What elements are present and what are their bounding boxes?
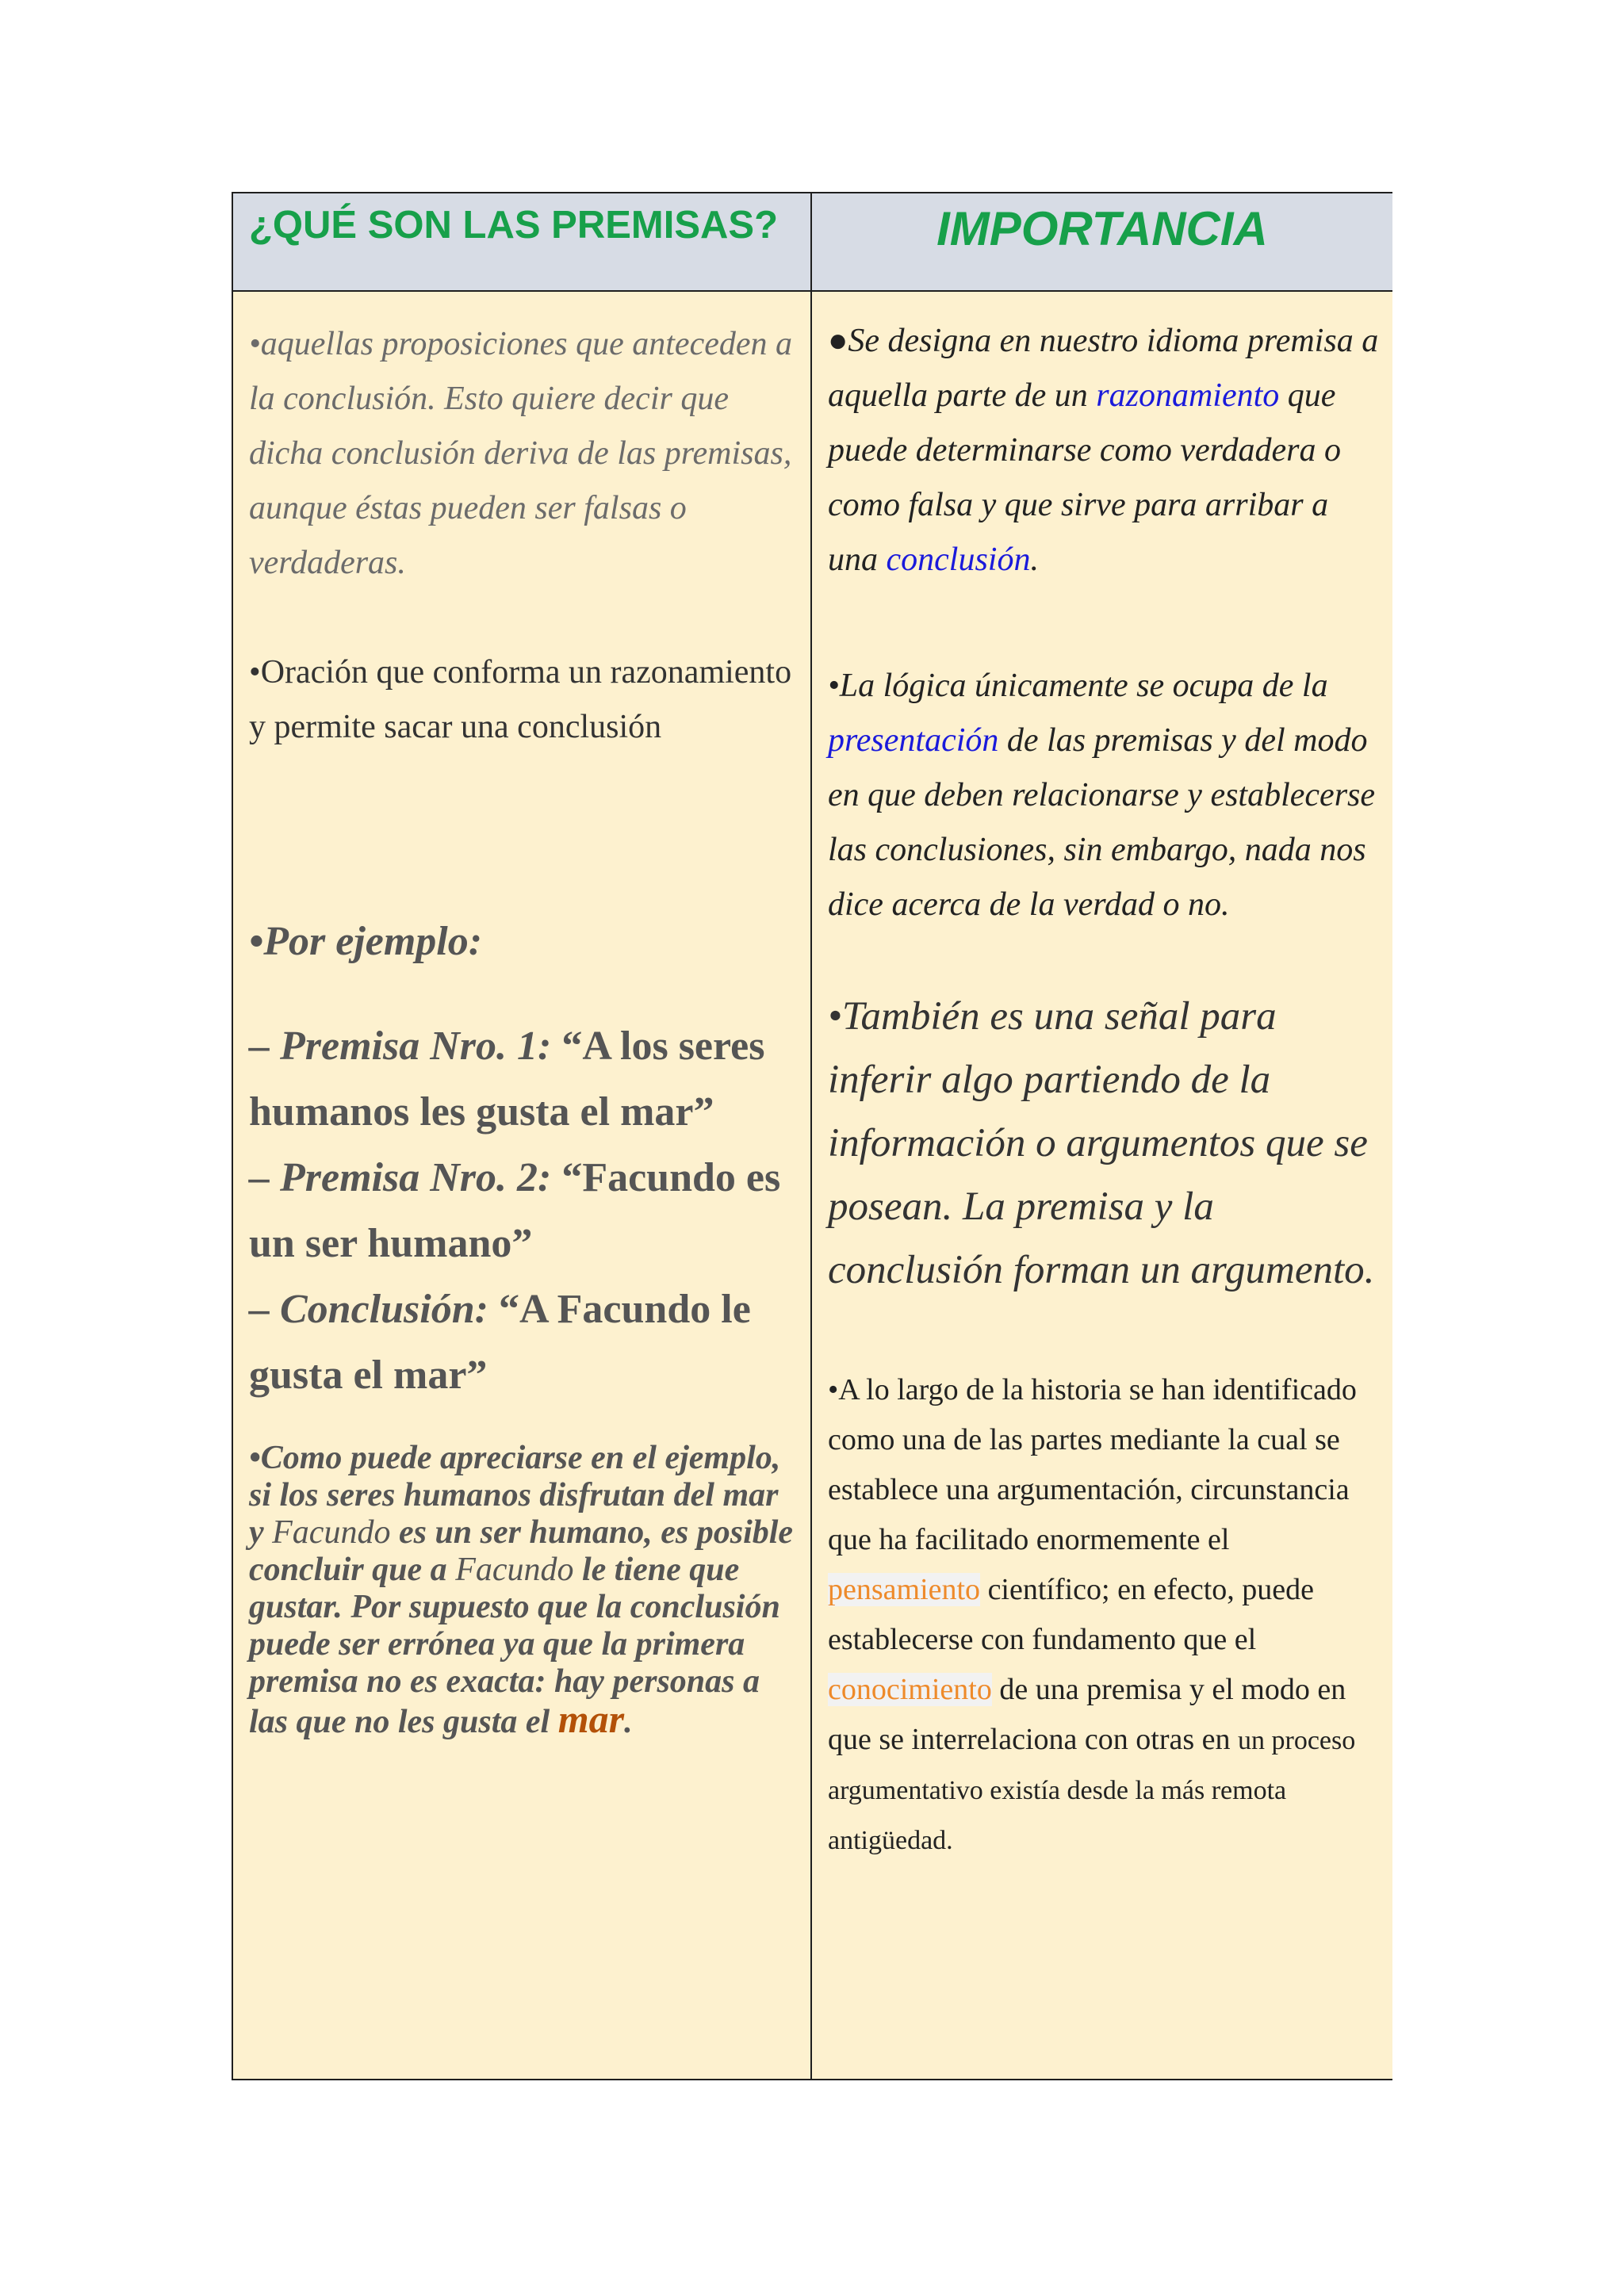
conclusion-label: – Conclusión: bbox=[249, 1287, 488, 1332]
header-importancia: IMPORTANCIA bbox=[812, 193, 1392, 292]
header-premisas: ¿QUÉ SON LAS PREMISAS? bbox=[233, 193, 812, 292]
importance-1-b: que puede determinarse como verdadera o como falsa y que sirve para arribar a una bbox=[828, 377, 1341, 578]
definition-2: •Oración que conforma un razonamiento y permite sacar una conclusión bbox=[249, 654, 792, 745]
importance-4 bbox=[828, 1365, 1385, 1865]
importance-2 bbox=[828, 659, 1385, 932]
note-part-a: •Como puede apreciarse en el ejemplo, si los seres humanos disfrutan del mar y bbox=[249, 1440, 781, 1551]
importance-4-c: de una premisa y el modo en que se interrelaciona con otras en bbox=[828, 1673, 1346, 1756]
importance-1-end: . bbox=[1030, 541, 1039, 578]
note-facundo-1: Facundo bbox=[272, 1514, 391, 1551]
note-mar: mar bbox=[557, 1697, 625, 1741]
link-razonamiento[interactable]: razonamiento bbox=[1096, 377, 1280, 414]
note-part-c: le tiene que gustar. Por supuesto que la conclusión puede ser errónea ya que la primera premisa no es exacta: hay personas a las que no les gusta el bbox=[249, 1552, 780, 1740]
premise-1-text: “A los seres humanos les gusta el mar” bbox=[249, 1024, 765, 1135]
link-conclusion[interactable]: conclusión bbox=[886, 541, 1031, 578]
importance-2-a: •La lógica únicamente se ocupa de la bbox=[828, 668, 1328, 704]
conclusion-text: “A Facundo le gusta el mar” bbox=[249, 1287, 751, 1398]
importancia-column bbox=[812, 292, 1392, 2079]
premise-2-text: “Facundo es un ser humano” bbox=[249, 1155, 781, 1266]
definition-1: •aquellas proposiciones que anteceden a la conclusión. Esto quiere decir que dicha conclusión deriva de las premisas, aunque éstas pueden ser falsas o verdaderas. bbox=[249, 326, 793, 581]
importance-3: •También es una señal para inferir algo partiendo de la información o argumentos que se posean. La premisa y la conclusión forman un argumento. bbox=[828, 994, 1375, 1292]
importance-1-a: ●Se designa en nuestro idioma premisa a aquella parte de un bbox=[828, 323, 1379, 414]
example-list bbox=[249, 1013, 799, 1408]
example-note bbox=[249, 1440, 799, 1741]
importance-1 bbox=[828, 314, 1385, 587]
premise-2-label: – Premisa Nro. 2: bbox=[249, 1155, 552, 1200]
note-part-b: es un ser humano, es posible concluir que a bbox=[249, 1514, 794, 1588]
importance-4-small: un proceso argumentativo existía desde la más remota antigüedad. bbox=[828, 1726, 1356, 1855]
link-conocimiento[interactable]: conocimiento bbox=[828, 1673, 992, 1706]
premisas-table bbox=[232, 192, 1392, 2080]
example-heading: •Por ejemplo: bbox=[249, 919, 483, 964]
importance-4-b: científico; en efecto, puede establecerse con fundamento que el bbox=[828, 1573, 1315, 1656]
link-presentacion[interactable]: presentación bbox=[828, 722, 999, 759]
premise-1-label: – Premisa Nro. 1: bbox=[249, 1024, 552, 1069]
premisas-column bbox=[233, 292, 812, 2079]
note-end: . bbox=[624, 1704, 633, 1740]
importance-2-b: de las premisas y del modo en que deben relacionarse y establecerse las conclusiones, sin embargo, nada nos dice acerca de la verdad o no. bbox=[828, 722, 1376, 923]
note-facundo-2: Facundo bbox=[455, 1552, 574, 1588]
link-pensamiento[interactable]: pensamiento bbox=[828, 1573, 981, 1606]
importance-4-a: •A lo largo de la historia se han identificado como una de las partes mediante la cual se establece una argumentación, circunstancia que ha facilitado enormemente el bbox=[828, 1373, 1357, 1556]
